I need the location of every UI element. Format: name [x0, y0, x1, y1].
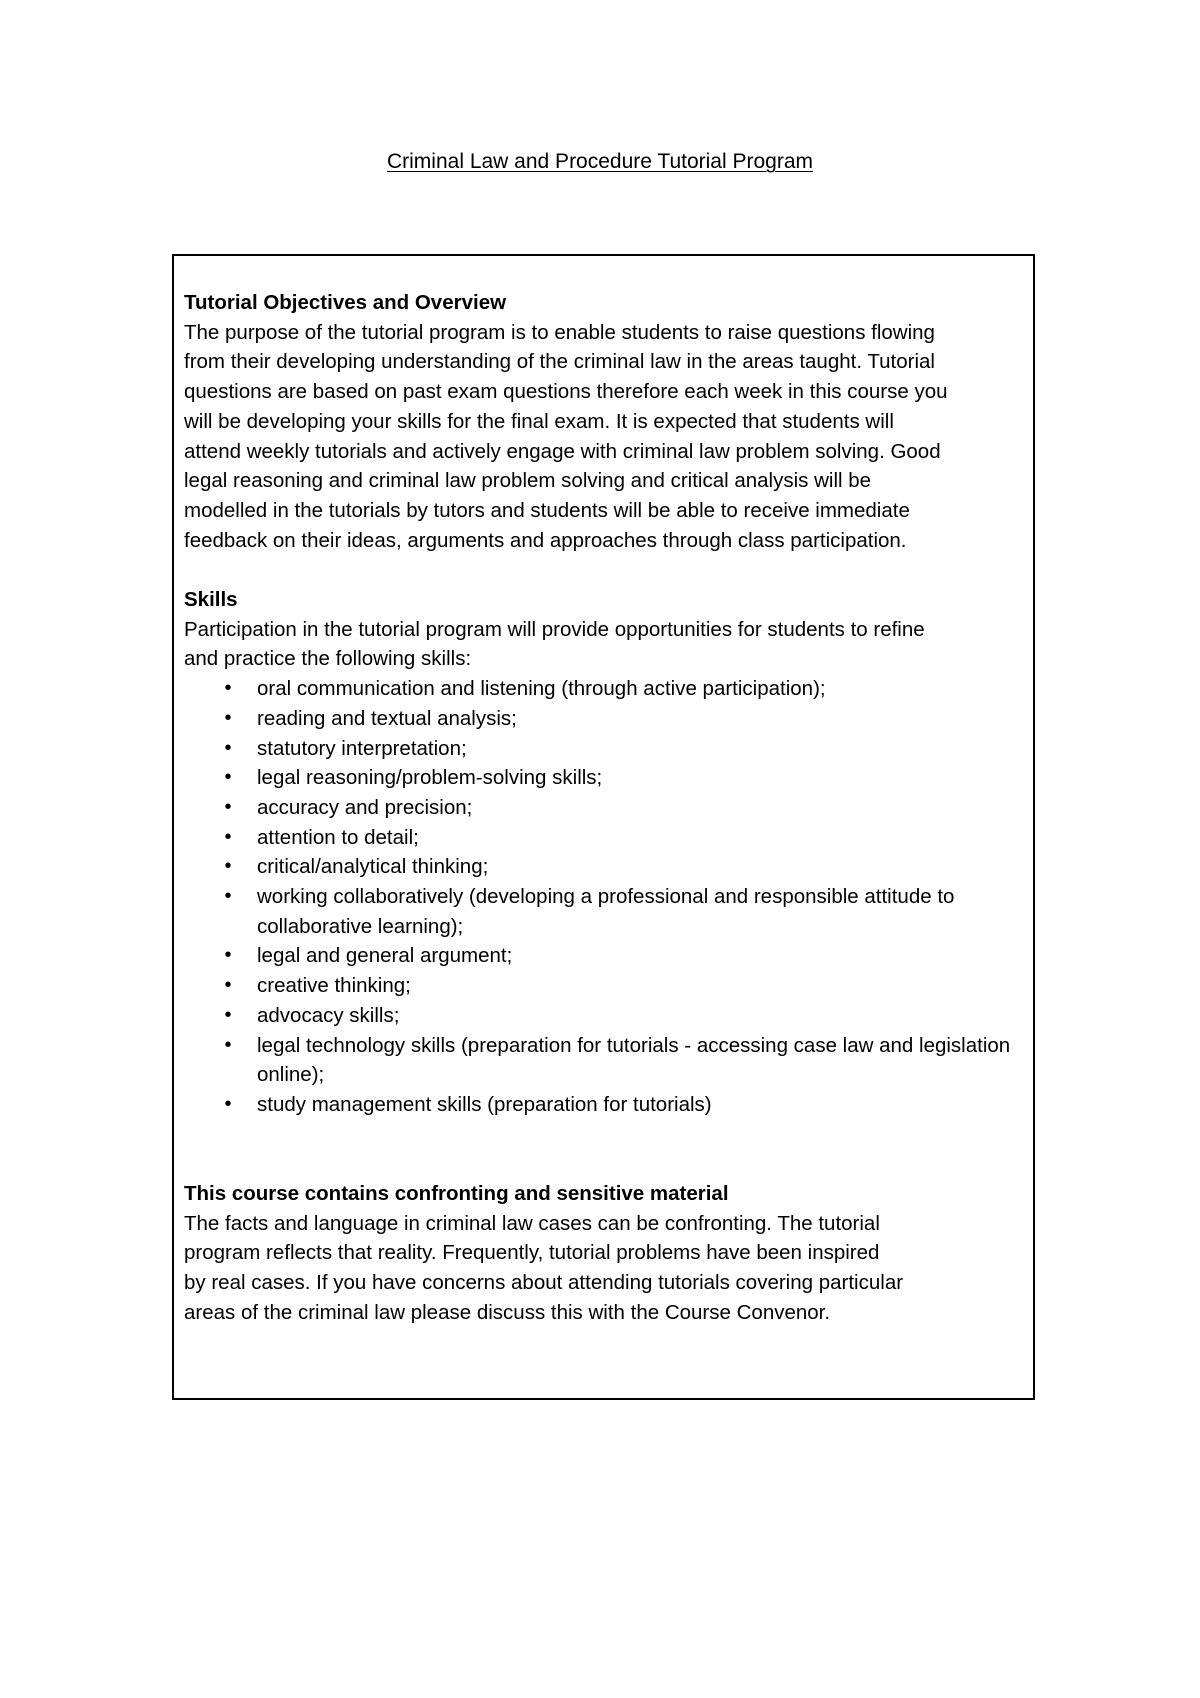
- skills-heading: Skills: [184, 588, 238, 612]
- bullet-icon: •: [224, 1092, 232, 1115]
- skills-list-item: [184, 882, 1023, 941]
- skill-text: advocacy skills;: [257, 1003, 400, 1027]
- section-spacer: [184, 555, 1023, 585]
- bullet-icon: •: [224, 706, 232, 729]
- skills-list-item: [184, 763, 1023, 793]
- sensitive-line: program reflects that reality. Frequently, tutorial problems have been inspired: [184, 1241, 880, 1265]
- skills-intro-line: and practice the following skills:: [184, 647, 472, 671]
- overview-heading: Tutorial Objectives and Overview: [184, 291, 507, 314]
- overview-paragraph: [184, 318, 1023, 556]
- overview-line: attend weekly tutorials and actively engage with criminal law problem solving. Good: [184, 439, 941, 463]
- skills-list-item: [184, 734, 1023, 764]
- skills-list-item: [184, 704, 1023, 734]
- skills-list-item: [184, 971, 1023, 1001]
- overview-line: feedback on their ideas, arguments and approaches through class participation.: [184, 528, 907, 552]
- overview-line: questions are based on past exam questions therefore each week in this course you: [184, 380, 948, 404]
- overview-line: The purpose of the tutorial program is to enable students to raise questions flowing: [184, 320, 935, 344]
- bullet-icon: •: [224, 1033, 232, 1056]
- skills-list-item: [184, 793, 1023, 823]
- bullet-icon: •: [224, 736, 232, 759]
- bullet-icon: •: [224, 1003, 232, 1026]
- skill-text: oral communication and listening (through active participation);: [257, 677, 826, 701]
- overview-line: from their developing understanding of the criminal law in the areas taught. Tutorial: [184, 350, 935, 374]
- bullet-icon: •: [224, 766, 232, 789]
- sensitive-line: by real cases. If you have concerns about attending tutorials covering particular: [184, 1271, 904, 1295]
- skill-text: study management skills (preparation for tutorials): [257, 1092, 712, 1116]
- skill-text: legal reasoning/problem-solving skills;: [257, 766, 603, 790]
- bullet-icon: •: [224, 944, 232, 967]
- skill-text: accuracy and precision;: [257, 795, 473, 819]
- skill-text: legal and general argument;: [257, 944, 513, 968]
- overview-line: modelled in the tutorials by tutors and students will be able to receive immediate: [184, 498, 910, 522]
- section-spacer: [184, 1120, 1023, 1179]
- skill-text: legal technology skills (preparation for tutorials - accessing case law and legislation online);: [257, 1033, 1011, 1087]
- overview-line: legal reasoning and criminal law problem solving and critical analysis will be: [184, 469, 872, 493]
- tutorial-info-box: [172, 254, 1035, 1400]
- page-title: Criminal Law and Procedure Tutorial Program: [386, 150, 814, 173]
- bullet-icon: •: [224, 855, 232, 878]
- skills-list-item: [184, 823, 1023, 853]
- bullet-icon: •: [224, 885, 232, 908]
- skill-text: statutory interpretation;: [257, 736, 467, 760]
- sensitive-line: areas of the criminal law please discuss this with the Course Convenor.: [184, 1300, 831, 1324]
- skill-text: working collaboratively (developing a professional and responsible attitude to collaborative learning);: [257, 885, 955, 938]
- skills-list-item: [184, 1031, 1023, 1090]
- sensitive-material-heading: This course contains confronting and sensitive material: [184, 1182, 729, 1206]
- sensitive-material-paragraph: [184, 1209, 1023, 1328]
- skills-list: [184, 674, 1023, 1120]
- bullet-icon: •: [224, 825, 232, 848]
- skills-intro: [184, 615, 1023, 674]
- skill-text: reading and textual analysis;: [257, 706, 517, 730]
- bullet-icon: •: [224, 677, 232, 700]
- skill-text: critical/analytical thinking;: [257, 855, 489, 879]
- skills-intro-line: Participation in the tutorial program will provide opportunities for students to refine: [184, 617, 925, 641]
- skill-text: attention to detail;: [257, 825, 419, 849]
- skills-list-item: [184, 852, 1023, 882]
- bullet-icon: •: [224, 974, 232, 997]
- skills-list-item: [184, 674, 1023, 704]
- skills-list-item: [184, 1001, 1023, 1031]
- skills-list-item: [184, 1090, 1023, 1120]
- skills-list-item: [184, 941, 1023, 971]
- overview-line: will be developing your skills for the final exam. It is expected that students will: [184, 409, 894, 433]
- tutorial-info-content: [184, 288, 1023, 1328]
- skill-text: creative thinking;: [257, 974, 411, 998]
- bullet-icon: •: [224, 795, 232, 818]
- sensitive-line: The facts and language in criminal law cases can be confronting. The tutorial: [184, 1211, 880, 1235]
